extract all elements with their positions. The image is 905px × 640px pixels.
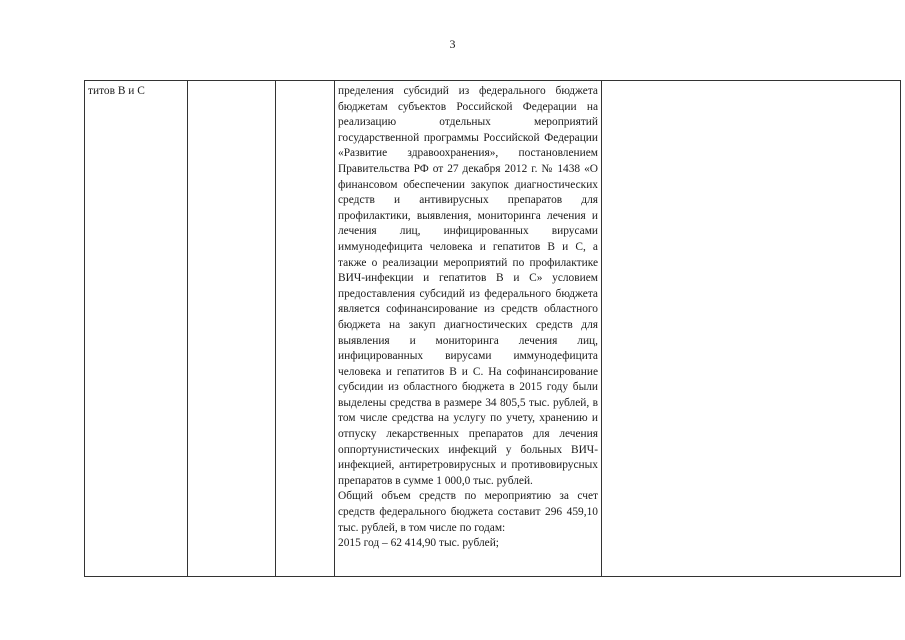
table-cell-description — [335, 81, 602, 577]
event-name-text: титов В и С — [88, 85, 145, 97]
description-paragraph-3: 2015 год – 62 414,90 тыс. рублей; — [338, 537, 499, 550]
program-table — [84, 80, 901, 577]
table-cell-column-3 — [276, 81, 335, 577]
description-paragraph-2: Общий объем средств по мероприятию за счет средств федерального бюджета составит 296 459,10 тыс. рублей, в том числе по годам: — [338, 490, 598, 534]
table-row — [85, 81, 901, 577]
description-paragraph-1: пределения субсидий из федерального бюджета бюджетам субъектов Российской Федерации на реализацию отдельных мероприятий государственной программы Российской Федерации «Развитие здравоохранения», постановлением Правительства РФ от 27 декабря 2012 г. № 1438 «О финансовом обеспечении закупок диагностических средств и антивирусных препаратов для профилактики, выявления, мониторинга лечения и лечения лиц, инфицированных вирусами иммунодефицита человека и гепатитов В и С, а также о реализации мероприятий по профилактике ВИЧ-инфекции и гепатитов В и С» условием предоставления субсидий из федерального бюджета является софинансирование из средств областного бюджета на закуп диагностических средств для выявления и мониторинга лечения лиц, инфицированных вирусами иммунодефицита человека и гепатитов В и С. На софинансирование субсидии из областного бюджета в 2015 году были выделены средства в размере 34 805,5 тыс. рублей, в том числе средства на услугу по учету, хранению и отпуску лекарственных препаратов для лечения оппортунистических инфекций у больных ВИЧ-инфекцией, антиретровирусных и противовирусных препаратов в сумме 1 000,0 тыс. рублей. — [338, 85, 598, 487]
page-number: 3 — [449, 37, 456, 51]
table-cell-column-2 — [188, 81, 276, 577]
table-cell-column-5 — [602, 81, 901, 577]
table-cell-event-name — [85, 81, 188, 577]
